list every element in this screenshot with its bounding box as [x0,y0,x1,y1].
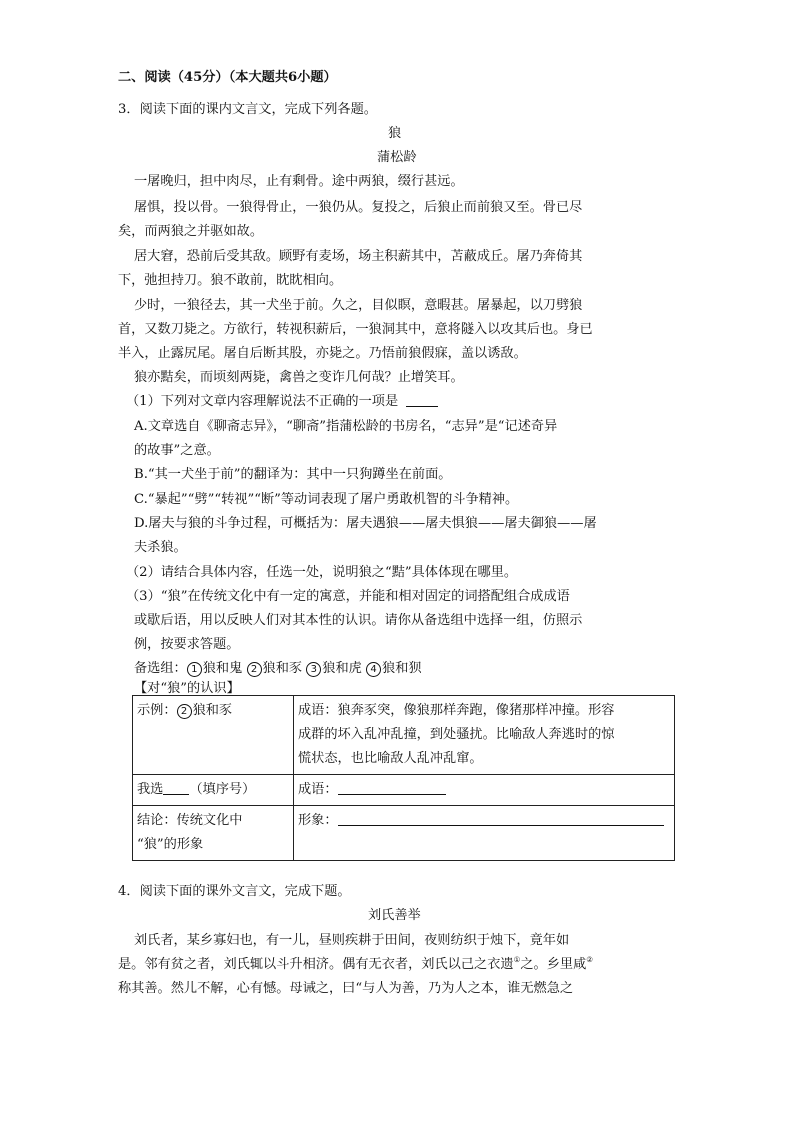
example-choice-text: 狼和豕 [192,703,233,718]
choice-3: 狼和虎 [322,661,362,676]
choice-number-1: 1 [187,662,202,677]
conclusion-line-1: 结论：传统文化中 [137,813,243,828]
passage-author: 蒲松龄 [377,150,417,165]
example-idiom-cell [294,696,675,775]
passage-paragraph-3-line-1: 居大窘，恐前后受其敌。顾野有麦场，场主积薪其中，苫蔽成丘。屠乃奔倚其 [134,249,583,264]
image-label: 形象： [298,813,338,828]
passage-2-line-2-part-2: 之。乡里咸 [520,957,587,972]
passage-paragraph-5: 狼亦黠矣，而顷刻两毙，禽兽之变诈几何哉？止增笑耳。 [134,370,464,385]
section-heading: 二、阅读（45分）（本大题共6小题） [118,70,337,85]
table-row-example [133,696,675,775]
choice-number-blank[interactable] [163,781,189,795]
passage-paragraph-4-line-1: 少时，一狼径去，其一犬坐于前。久之，目似瞑，意暇甚。屠暴起，以刀劈狼 [134,298,583,313]
question-4-intro: 4．阅读下面的课外文言文，完成下题。 [118,884,351,899]
idiom-answer-blank[interactable] [338,781,446,795]
question-3-intro: 3．阅读下面的课内文言文，完成下列各题。 [118,102,377,117]
option-d-line-2: 夫杀狼。 [134,540,187,555]
choices-group [134,657,422,677]
choice-4: 狼和狈 [382,661,422,676]
table-row-conclusion [133,806,675,861]
passage-paragraph-1: 一屠晚归，担中肉尽，止有剩骨。途中两狼，缀行甚远。 [134,174,464,189]
fill-number-hint: （填序号） [189,782,256,797]
option-b: B.“其一犬坐于前”的翻译为：其中一只狗蹲坐在前面。 [134,467,452,482]
choice-1: 狼和鬼 [202,661,243,676]
passage-paragraph-4-line-2: 首，又数刀毙之。方欲行，转视积薪后，一狼洞其中，意将隧入以攻其后也。身已 [118,322,593,337]
example-label-cell [133,696,294,775]
table-row-choice [133,775,675,806]
option-a-line-1: A.文章选自《聊斋志异》，“聊斋”指蒲松龄的书房名，“志异”是“记述奇异 [134,419,558,434]
passage-2-line-1: 刘氏者，某乡寡妇也，有一儿，昼则疾耕于田间，夜则纺织于烛下，竟年如 [134,933,570,948]
sub-question-3-line-3: 例，按要求答题。 [134,637,240,652]
conclusion-line-2: “狼”的形象 [137,837,204,852]
choice-number-2: 2 [247,662,262,677]
choice-number-4: 4 [366,662,381,677]
footnote-marker-1: ① [513,955,521,964]
example-prefix: 示例： [137,703,177,718]
sub-question-1-text: （1）下列对文章内容理解说法不正确的一项是 [126,394,399,409]
option-c: C.“暴起”“劈”“转视”“断”等动词表现了屠户勇敢机智的斗争精神。 [134,492,519,507]
example-idiom-line-3: 慌状态，也比喻敌人乱冲乱窜。 [298,751,483,766]
passage-paragraph-2-line-2: 矣，而两狼之并驱如故。 [118,224,264,239]
conclusion-cell [133,806,294,861]
option-d-line-1: D.屠夫与狼的斗争过程，可概括为：屠夫遇狼——屠夫惧狼——屠夫御狼——屠 [134,516,597,531]
idiom-answer-cell [294,775,675,806]
answer-blank[interactable] [406,393,438,407]
passage-paragraph-4-line-3: 半入，止露尻尾。屠自后断其股，亦毙之。乃悟前狼假寐，盖以诱敌。 [118,346,527,361]
example-idiom-line-2: 成群的坏入乱冲乱撞，到处骚扰。比喻敌人奔逃时的惊 [298,727,615,742]
passage-title: 狼 [388,126,402,141]
my-choice-label: 我选 [137,782,164,797]
passage-2-line-3: 称其善。然儿不解，心有憾。母诫之，曰“与人为善，乃为人之本，谁无燃急之 [118,981,574,996]
choice-2: 狼和豕 [262,661,303,676]
choice-number-3: 3 [306,662,321,677]
image-answer-blank[interactable] [338,812,664,826]
passage-2-title: 刘氏善举 [368,908,421,923]
idiom-label: 成语： [298,782,338,797]
wolf-recognition-table [132,695,675,861]
table-title: 【对“狼”的认识】 [134,681,240,696]
choices-label: 备选组： [134,661,187,676]
passage-paragraph-3-line-2: 下，弛担持刀。狼不敢前，眈眈相向。 [118,273,343,288]
option-a-line-2: 的故事”之意。 [134,443,220,458]
example-idiom-line-1: 成语：狼奔豕突，像狼那样奔跑，像猪那样冲撞。形容 [298,703,615,718]
sub-question-1 [126,390,438,409]
footnote-marker-2: ② [586,955,594,964]
passage-paragraph-2-line-1: 屠惧，投以骨。一狼得骨止，一狼仍从。复投之，后狼止而前狼又至。骨已尽 [134,200,583,215]
image-answer-cell [294,806,675,861]
sub-question-3-line-2: 或歇后语，用以反映人们对其本性的认识。请你从备选组中选择一组，仿照示 [134,613,583,628]
sub-question-2: （2）请结合具体内容，任选一处，说明狼之“黠”具体体现在哪里。 [126,565,518,580]
passage-2-line-2-part-1: 是。邻有贫之者，刘氏辄以斗升相济。偶有无衣者，刘氏以己之衣遗 [118,957,514,972]
example-choice-number: 2 [177,704,192,719]
my-choice-cell [133,775,294,806]
sub-question-3-line-1: （3）“狼”在传统文化中有一定的寓意，并能和相对固定的词搭配组合成成语 [126,589,570,604]
passage-2-line-2 [118,953,593,972]
